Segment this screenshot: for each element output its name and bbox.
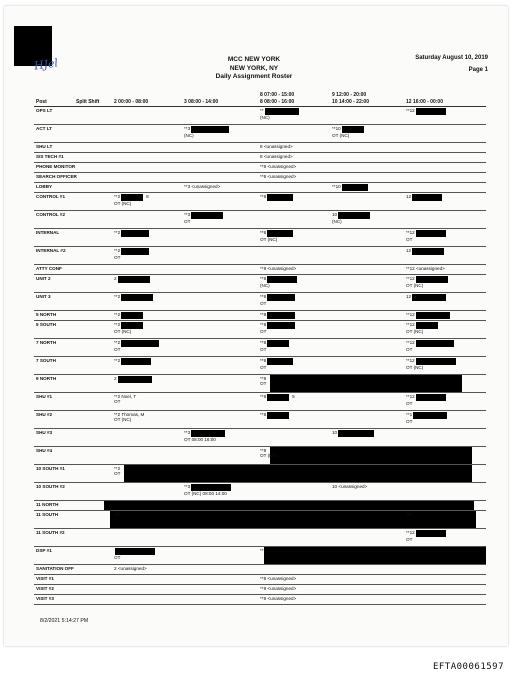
shift-text: **8 <unassigned> <box>260 173 297 179</box>
post-name: 5 NORTH <box>36 312 57 317</box>
redaction-bar <box>110 511 476 528</box>
shift-cell <box>406 394 446 407</box>
shift-text: **8 <box>260 193 267 199</box>
table-row <box>34 229 486 247</box>
post-name: 7 NORTH <box>36 340 57 345</box>
page-number: Page 1 <box>468 67 488 73</box>
shift-cell <box>184 430 225 443</box>
shift-text: 12 <box>406 293 412 299</box>
shift-cell <box>114 230 149 237</box>
shift-cell <box>114 248 149 261</box>
shift-text: **2 <box>114 465 121 471</box>
shift-text: **10 <box>332 125 341 131</box>
shift-note: OT (NC) <box>260 236 278 242</box>
table-row <box>34 143 486 153</box>
redaction-bar <box>124 465 472 482</box>
redaction-mark <box>191 430 225 437</box>
table-row <box>34 357 486 375</box>
shift-note: OT (NC) <box>406 328 424 334</box>
shift-text: 2 <box>114 375 117 381</box>
shift-cell <box>114 322 143 335</box>
shift-cell <box>260 164 296 170</box>
shift-cell <box>114 376 152 383</box>
shift-cell <box>260 230 293 243</box>
shift-text: 12 <box>406 247 412 253</box>
shift-note: OT <box>260 364 267 370</box>
shift-note: OT <box>114 254 121 260</box>
shift-text: **8 <box>260 311 267 317</box>
post-name: SHU #2 <box>36 412 53 417</box>
redaction-mark <box>338 430 374 437</box>
table-row <box>34 321 486 339</box>
shift-text: 10 <box>332 429 338 435</box>
shift-note: OT <box>260 346 267 352</box>
redaction-mark <box>342 184 368 191</box>
shift-cell <box>406 194 442 201</box>
shift-text: **2 <box>114 339 121 345</box>
table-row <box>34 125 486 143</box>
shift-text: **2 <box>114 311 121 317</box>
shift-note: OT (NC) <box>114 417 132 423</box>
shift-cell <box>406 108 446 115</box>
post-name: 11 SOUTH <box>36 512 59 517</box>
col-split: Split Shift <box>76 99 100 105</box>
redaction-mark <box>412 294 446 301</box>
shift-note: OT <box>406 346 413 352</box>
org-name: MCC NEW YORK <box>227 56 281 63</box>
shift-text: **12 <box>406 339 415 345</box>
shift-cell <box>260 154 293 160</box>
shift-cell <box>114 312 143 319</box>
table-row <box>34 575 486 585</box>
post-name: SHU #1 <box>36 394 53 399</box>
post-name: LOBBY <box>36 184 53 189</box>
post-name: VISIT #2 <box>36 586 54 591</box>
col-shift-10a: 9 12:00 - 20:00 <box>332 92 367 98</box>
shift-text: **12 <box>406 321 415 327</box>
post-name: ATTY CONF <box>36 266 62 271</box>
shift-cell <box>260 294 295 307</box>
shift-note: OT <box>406 536 413 542</box>
shift-note: OT <box>114 554 121 560</box>
shift-text: **8 <box>260 375 267 381</box>
shift-text: 2 <unassigned> <box>114 565 147 571</box>
shift-cell <box>406 294 446 301</box>
shift-text: **8 <box>260 275 267 281</box>
post-name: UNIT 2 <box>36 276 51 281</box>
redaction-mark <box>413 412 447 419</box>
shift-cell <box>260 340 289 353</box>
shift-note: OT <box>114 346 121 352</box>
table-row <box>34 501 486 511</box>
shift-text: **8 <box>260 411 267 417</box>
table-row <box>34 585 486 595</box>
post-name: SEARCH OFFICER <box>36 174 77 179</box>
table-row <box>34 193 486 211</box>
redaction-mark <box>121 248 149 255</box>
table-row <box>34 529 486 547</box>
shift-text: **8 <unassigned> <box>260 163 297 169</box>
shift-cell <box>406 230 446 243</box>
col-post: Post <box>36 99 47 105</box>
shift-note: OT <box>406 511 413 517</box>
shift-cell <box>260 448 277 459</box>
shift-cell <box>332 126 364 139</box>
handwritten-initials: HJel <box>33 56 59 73</box>
shift-text: **8 <unassigned> <box>260 585 297 591</box>
shift-text: **2 Thomas, M <box>114 411 145 417</box>
shift-text: **12 <box>406 229 415 235</box>
shift-cell <box>332 184 368 191</box>
table-row <box>34 393 486 411</box>
redaction-mark <box>416 358 456 365</box>
col-shift-8a: 8 07:00 - 15:00 <box>260 92 295 98</box>
redaction-mark <box>267 340 289 347</box>
redaction-mark <box>267 322 295 329</box>
post-name: OPS LT <box>36 108 53 113</box>
shift-text: **2 Noel, T <box>114 393 137 399</box>
shift-note: OT (NC) <box>332 132 350 138</box>
shift-note: OT <box>260 381 267 387</box>
redaction-bar <box>270 447 472 464</box>
shift-text: 12 <box>406 193 412 199</box>
table-row <box>34 339 486 357</box>
shift-text: **8 <unassigned> <box>260 575 297 581</box>
table-row <box>34 107 486 125</box>
shift-cell <box>114 194 149 207</box>
shift-text: **8 <unassigned> <box>260 595 297 601</box>
post-name: SHU #3 <box>36 430 53 435</box>
shift-note: OT (NC) <box>114 328 132 334</box>
shift-text: **2 <box>114 247 121 253</box>
shift-cell <box>332 212 370 225</box>
col-shift-12: 12 16:00 - 00:00 <box>406 99 443 105</box>
redaction-mark <box>416 340 454 347</box>
shift-note: OT <box>260 300 267 306</box>
post-name: PHONE MONITOR <box>36 164 76 169</box>
shift-note: OT <box>184 218 191 224</box>
shift-text: **8 <box>260 447 267 453</box>
table-row <box>34 447 486 465</box>
table-row <box>34 265 486 275</box>
shift-text: **8 <box>260 321 267 327</box>
shift-cell <box>260 266 296 272</box>
redaction-mark <box>118 376 152 383</box>
shift-cell <box>332 430 374 437</box>
shift-cell <box>406 340 454 353</box>
redaction-mark <box>115 548 155 555</box>
shift-text: **8 <box>260 357 267 363</box>
redaction-mark <box>121 194 143 201</box>
redaction-mark <box>121 340 159 347</box>
col-shift-2: 2 00:00 - 08:00 <box>114 99 149 105</box>
shift-text: **12 <box>406 529 415 535</box>
redaction-mark <box>267 194 293 201</box>
redaction-mark <box>342 126 364 133</box>
roster-page <box>4 6 508 646</box>
table-row <box>34 153 486 163</box>
table-row <box>34 163 486 173</box>
shift-text: ** <box>260 107 264 113</box>
shift-cell <box>114 566 147 572</box>
shift-text: **2 <box>114 193 121 199</box>
post-name: UNIT 3 <box>36 294 51 299</box>
table-row <box>34 173 486 183</box>
redaction-mark <box>416 108 446 115</box>
shift-extra: 5 <box>292 393 295 399</box>
shift-note: OT <box>406 418 413 424</box>
shift-text: **12 <box>406 311 415 317</box>
redaction-bar <box>264 547 486 564</box>
shift-cell <box>184 184 220 190</box>
shift-note: (NC) <box>184 132 194 138</box>
shift-cell <box>184 126 229 139</box>
shift-cell <box>114 294 153 301</box>
shift-cell <box>114 340 159 353</box>
shift-note: OT (NC) <box>406 364 424 370</box>
shift-note: (NC) <box>332 218 342 224</box>
shift-text: **3 <box>184 211 191 217</box>
roster-table <box>34 106 486 605</box>
post-name: SHU #4 <box>36 448 53 453</box>
shift-cell <box>406 248 444 255</box>
shift-text: **2 <box>114 357 121 363</box>
roster-date: Saturday August 10, 2019 <box>415 55 488 61</box>
shift-cell <box>260 394 295 401</box>
redaction-mark <box>416 230 446 237</box>
shift-note: OT <box>114 471 121 477</box>
shift-cell <box>260 548 264 554</box>
post-name: 10 SOUTH #1 <box>36 466 65 471</box>
shift-cell <box>406 276 448 289</box>
roster-header <box>164 56 344 82</box>
shift-note: (NC) <box>260 282 270 288</box>
shift-text: **1 <box>406 411 413 417</box>
shift-note: (NC) <box>260 114 270 120</box>
table-row <box>34 465 486 483</box>
col-shift-3: 3 08:00 - 14:00 <box>184 99 219 105</box>
shift-text: **12 <box>406 275 415 281</box>
redaction-mark <box>412 194 442 201</box>
shift-cell <box>260 586 296 592</box>
shift-note: OT <box>406 236 413 242</box>
redaction-mark <box>416 312 450 319</box>
shift-text: **2 <box>114 293 121 299</box>
shift-cell <box>114 276 150 283</box>
shift-cell <box>114 358 151 365</box>
post-name: ACT LT <box>36 126 52 131</box>
shift-cell <box>184 212 223 225</box>
shift-text: **12 <box>406 393 415 399</box>
shift-cell <box>260 276 297 289</box>
shift-cell <box>406 358 456 371</box>
org-city: NEW YORK, NY <box>229 64 279 72</box>
shift-note: OT (NC) 08:00 14:00 <box>184 490 227 496</box>
shift-text: **3 <unassigned> <box>184 183 221 189</box>
shift-cell <box>406 266 445 272</box>
redaction-mark <box>121 358 151 365</box>
table-row <box>34 411 486 429</box>
redaction-mark <box>416 394 446 401</box>
shift-cell <box>260 596 296 602</box>
shift-text: **8 <box>260 393 267 399</box>
redaction-mark <box>191 212 223 219</box>
post-name: CONTROL #1 <box>36 194 66 199</box>
post-name: SIS TECH #1 <box>36 154 64 159</box>
shift-text: 8 <unassigned> <box>260 143 293 149</box>
table-row <box>34 211 486 229</box>
table-row <box>34 275 486 293</box>
table-row <box>34 511 486 529</box>
post-name: 11 SOUTH #2 <box>36 530 65 535</box>
shift-note: OT 08:00 16:00 <box>184 436 216 442</box>
redaction-mark <box>121 322 143 329</box>
table-row <box>34 595 486 605</box>
shift-text: **2 <box>114 321 121 327</box>
shift-note: OT (NC) <box>406 282 424 288</box>
table-row <box>34 247 486 265</box>
redaction-mark <box>416 276 448 283</box>
shift-note: OT (NC) <box>260 453 278 459</box>
shift-note: OT (NC) <box>114 200 132 206</box>
post-name: DSP #1 <box>36 548 52 553</box>
bates-number: EFTA00061597 <box>432 662 504 672</box>
shift-text: **3 <box>184 483 191 489</box>
col-shift-10b: 10 14:00 - 22:00 <box>332 99 369 105</box>
shift-text: **8 <box>260 293 267 299</box>
shift-text: 8 <unassigned> <box>260 153 293 159</box>
shift-cell <box>114 394 136 405</box>
table-row <box>34 311 486 321</box>
shift-cell <box>260 312 295 319</box>
redaction-mark <box>118 276 150 283</box>
shift-cell <box>114 466 120 477</box>
post-name: VISIT #1 <box>36 576 54 581</box>
shift-note: OT <box>114 399 121 405</box>
redaction-mark <box>416 322 438 329</box>
shift-cell <box>406 312 450 319</box>
shift-text: **8 <box>260 229 267 235</box>
post-name: 10 SOUTH #2 <box>36 484 65 489</box>
redaction-mark <box>265 108 299 115</box>
shift-note: OT <box>114 511 121 517</box>
shift-text: 10 <unassigned> <box>332 483 368 489</box>
shift-cell <box>260 412 289 419</box>
shift-text: **12 <box>406 357 415 363</box>
shift-note: OT <box>260 328 267 334</box>
redaction-mark <box>191 126 229 133</box>
shift-text: **10 <box>332 183 341 189</box>
shift-cell <box>406 530 446 543</box>
column-headers <box>34 92 486 106</box>
redaction-mark <box>267 294 295 301</box>
redaction-bar <box>104 501 474 510</box>
roster-date-block <box>415 52 488 76</box>
table-row <box>34 547 486 565</box>
shift-note: OT <box>406 400 413 406</box>
shift-cell <box>260 322 295 335</box>
shift-cell <box>332 484 367 490</box>
shift-cell <box>260 358 293 371</box>
redaction-mark <box>267 276 297 283</box>
shift-text: **12 <box>406 107 415 113</box>
post-name: INTERNAL #2 <box>36 248 66 253</box>
post-name: 7 SOUTH <box>36 358 56 363</box>
shift-cell <box>406 412 447 425</box>
redaction-mark <box>267 230 293 237</box>
shift-cell <box>260 576 296 582</box>
shift-cell <box>260 194 293 201</box>
shift-text: 2 <box>114 275 117 281</box>
post-name: SANITATION OFF <box>36 566 74 571</box>
shift-text: **3 <box>184 125 191 131</box>
shift-extra: 8 <box>146 193 149 199</box>
shift-cell <box>406 322 438 335</box>
shift-cell <box>114 512 120 518</box>
post-name: 11 NORTH <box>36 502 59 507</box>
shift-text: **8 <unassigned> <box>260 265 297 271</box>
roster-title: Daily Assignment Roster <box>215 73 293 80</box>
redaction-mark <box>191 484 231 491</box>
redaction-mark <box>412 248 444 255</box>
table-row <box>34 483 486 501</box>
redaction-mark <box>416 530 446 537</box>
redaction-mark <box>121 312 143 319</box>
shift-text: **12 <unassigned> <box>406 265 445 271</box>
shift-cell <box>406 512 412 518</box>
post-name: VISIT #3 <box>36 596 54 601</box>
shift-cell <box>260 376 266 387</box>
redaction-mark <box>267 358 293 365</box>
redaction-mark <box>121 294 153 301</box>
redaction-mark <box>121 230 149 237</box>
shift-text: **2 <box>114 229 121 235</box>
post-name: CONTROL #2 <box>36 212 66 217</box>
table-row <box>34 375 486 393</box>
table-row <box>34 293 486 311</box>
col-shift-8b: 8 08:00 - 16:00 <box>260 99 295 105</box>
redaction-mark <box>267 412 289 419</box>
shift-text: ** <box>260 547 264 553</box>
table-row <box>34 565 486 575</box>
table-row <box>34 429 486 447</box>
shift-cell <box>260 174 296 180</box>
shift-text: **3 <box>184 429 191 435</box>
print-timestamp: 8/2/2021 5:14:27 PM <box>40 618 89 624</box>
redaction-mark <box>338 212 370 219</box>
shift-cell <box>260 144 293 150</box>
redaction-mark <box>267 312 295 319</box>
shift-cell <box>114 548 155 561</box>
shift-text: **8 <box>260 339 267 345</box>
shift-text: 10 <box>332 211 338 217</box>
post-name: 5 SOUTH <box>36 322 56 327</box>
post-name: 9 NORTH <box>36 376 57 381</box>
shift-cell <box>260 108 299 121</box>
post-name: INTERNAL <box>36 230 60 235</box>
shift-cell <box>184 484 231 497</box>
table-row <box>34 183 486 193</box>
redaction-mark <box>267 394 289 401</box>
post-name: SHU LT <box>36 144 53 149</box>
shift-cell <box>114 412 144 423</box>
redaction-bar <box>270 375 462 392</box>
